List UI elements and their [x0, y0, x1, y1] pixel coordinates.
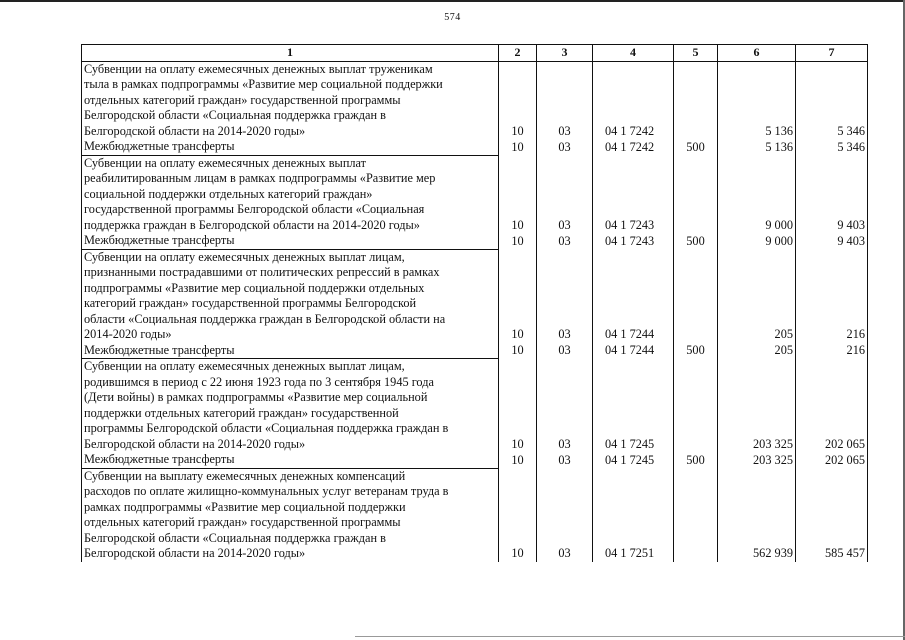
expense-type-code — [674, 61, 718, 139]
table-row — [82, 139, 868, 155]
amount-year-1: 205 — [718, 249, 796, 343]
description-line: подпрограммы «Развитие мер социальной поддержки отдельных — [84, 280, 425, 295]
amount-year-2: 5 346 — [796, 61, 868, 139]
table-row — [82, 155, 868, 233]
row-description — [82, 233, 499, 249]
section-code: 10 — [499, 343, 537, 359]
section-code: 10 — [499, 139, 537, 155]
subsection-code: 03 — [537, 359, 593, 453]
column-header-1: 1 — [82, 45, 499, 62]
description-line: Межбюджетные трансферты — [84, 139, 235, 153]
section-code: 10 — [499, 359, 537, 453]
description-line: Субвенции на оплату ежемесячных денежных выплат — [84, 155, 367, 170]
subsection-code: 03 — [537, 61, 593, 139]
amount-year-2: 202 065 — [796, 452, 868, 468]
target-article-code: 04 1 7251 — [593, 468, 674, 562]
row-description — [82, 452, 499, 468]
column-header-5: 5 — [674, 45, 718, 62]
amount-year-1: 205 — [718, 343, 796, 359]
target-article-code: 04 1 7242 — [593, 139, 674, 155]
table-body — [82, 61, 868, 562]
description-line: Субвенции на оплату ежемесячных денежных выплат лицам, — [84, 359, 405, 373]
description-line: Межбюджетные трансферты — [84, 452, 235, 466]
row-description — [82, 249, 499, 343]
description-line: рамках подпрограммы «Развитие мер социальной поддержки — [84, 499, 406, 514]
amount-year-1: 203 325 — [718, 452, 796, 468]
description-line: области «Социальная поддержка граждан в Белгородской области на — [84, 311, 446, 326]
target-article-code: 04 1 7244 — [593, 249, 674, 343]
row-description — [82, 343, 499, 359]
expense-type-code: 500 — [674, 452, 718, 468]
expense-type-code: 500 — [674, 233, 718, 249]
amount-year-1: 5 136 — [718, 139, 796, 155]
description-line: программы Белгородской области «Социальная поддержка граждан в — [84, 421, 449, 435]
expense-type-code: 500 — [674, 343, 718, 359]
amount-year-1: 203 325 — [718, 359, 796, 453]
description-line: родившимся в период с 22 июня 1923 года по 3 сентября 1945 года — [84, 374, 434, 389]
table-row — [82, 452, 868, 468]
row-description — [82, 359, 499, 453]
amount-year-2: 5 346 — [796, 139, 868, 155]
description-line: отдельных категорий граждан» государственной программы — [84, 92, 401, 107]
table-row — [82, 233, 868, 249]
description-line: социальной поддержки отдельных категорий граждан» — [84, 186, 373, 201]
expense-type-code — [674, 359, 718, 453]
section-code: 10 — [499, 249, 537, 343]
subsection-code: 03 — [537, 468, 593, 562]
description-line: тыла в рамках подпрограммы «Развитие мер социальной поддержки — [84, 77, 443, 91]
description-line: поддержка граждан в Белгородской области на 2014-2020 годы» — [84, 217, 420, 232]
subsection-code: 03 — [537, 139, 593, 155]
amount-year-1: 9 000 — [718, 155, 796, 233]
target-article-code: 04 1 7245 — [593, 452, 674, 468]
section-code: 10 — [499, 61, 537, 139]
description-line: расходов по оплате жилищно-коммунальных услуг ветеранам труда в — [84, 484, 449, 498]
description-line: категорий граждан» государственной программы Белгородской — [84, 296, 417, 310]
table-row — [82, 61, 868, 139]
table-row — [82, 343, 868, 359]
description-line: Белгородской области на 2014-2020 годы» — [84, 123, 306, 138]
amount-year-1: 9 000 — [718, 233, 796, 249]
column-header-3: 3 — [537, 45, 593, 62]
description-line: государственной программы Белгородской области «Социальная — [84, 202, 425, 216]
amount-year-2: 9 403 — [796, 155, 868, 233]
description-line: Белгородской области «Социальная поддержка граждан в — [84, 108, 386, 122]
column-header-6: 6 — [718, 45, 796, 62]
table-row — [82, 359, 868, 453]
column-header-4: 4 — [593, 45, 674, 62]
target-article-code: 04 1 7244 — [593, 343, 674, 359]
expense-type-code — [674, 155, 718, 233]
target-article-code: 04 1 7243 — [593, 233, 674, 249]
description-line: Межбюджетные трансферты — [84, 233, 235, 247]
subsection-code: 03 — [537, 233, 593, 249]
expense-type-code — [674, 249, 718, 343]
budget-table — [81, 44, 868, 562]
amount-year-2: 216 — [796, 343, 868, 359]
description-line: Межбюджетные трансферты — [84, 342, 235, 357]
description-line: (Дети войны) в рамках подпрограммы «Развитие мер социальной — [84, 390, 428, 404]
table-row — [82, 249, 868, 343]
description-line: Субвенции на выплату ежемесячных денежных компенсаций — [84, 468, 406, 483]
description-line: Субвенции на оплату ежемесячных денежных выплат лицам, — [84, 249, 405, 264]
amount-year-2: 9 403 — [796, 233, 868, 249]
subsection-code: 03 — [537, 155, 593, 233]
page-number: 574 — [444, 12, 461, 23]
description-line: Белгородской области на 2014-2020 годы» — [84, 546, 306, 560]
subsection-code: 03 — [537, 343, 593, 359]
amount-year-2: 202 065 — [796, 359, 868, 453]
row-description — [82, 139, 499, 155]
expense-type-code: 500 — [674, 139, 718, 155]
amount-year-1: 5 136 — [718, 61, 796, 139]
description-line: реабилитированным лицам в рамках подпрограммы «Развитие мер — [84, 171, 436, 185]
section-code: 10 — [499, 452, 537, 468]
description-line: Субвенции на оплату ежемесячных денежных выплат труженикам — [84, 61, 433, 76]
amount-year-2: 216 — [796, 249, 868, 343]
amount-year-1: 562 939 — [718, 468, 796, 562]
description-line: Белгородской области на 2014-2020 годы» — [84, 436, 306, 451]
description-line: отдельных категорий граждан» государственной программы — [84, 515, 401, 529]
column-header-7: 7 — [796, 45, 868, 62]
table-header-row — [82, 45, 868, 62]
row-description — [82, 61, 499, 139]
target-article-code: 04 1 7245 — [593, 359, 674, 453]
amount-year-2: 585 457 — [796, 468, 868, 562]
target-article-code: 04 1 7242 — [593, 61, 674, 139]
section-code: 10 — [499, 155, 537, 233]
bottom-line — [355, 636, 905, 637]
section-code: 10 — [499, 468, 537, 562]
section-code: 10 — [499, 233, 537, 249]
table-row — [82, 468, 868, 562]
top-border-line — [0, 0, 905, 2]
column-header-2: 2 — [499, 45, 537, 62]
target-article-code: 04 1 7243 — [593, 155, 674, 233]
description-line: Белгородской области «Социальная поддержка граждан в — [84, 530, 386, 545]
row-description — [82, 155, 499, 233]
row-description — [82, 468, 499, 562]
description-line: поддержки отдельных категорий граждан» государственной — [84, 405, 399, 420]
subsection-code: 03 — [537, 452, 593, 468]
description-line: признанными пострадавшими от политических репрессий в рамках — [84, 265, 440, 279]
description-line: 2014-2020 годы» — [84, 327, 172, 341]
expense-type-code — [674, 468, 718, 562]
subsection-code: 03 — [537, 249, 593, 343]
